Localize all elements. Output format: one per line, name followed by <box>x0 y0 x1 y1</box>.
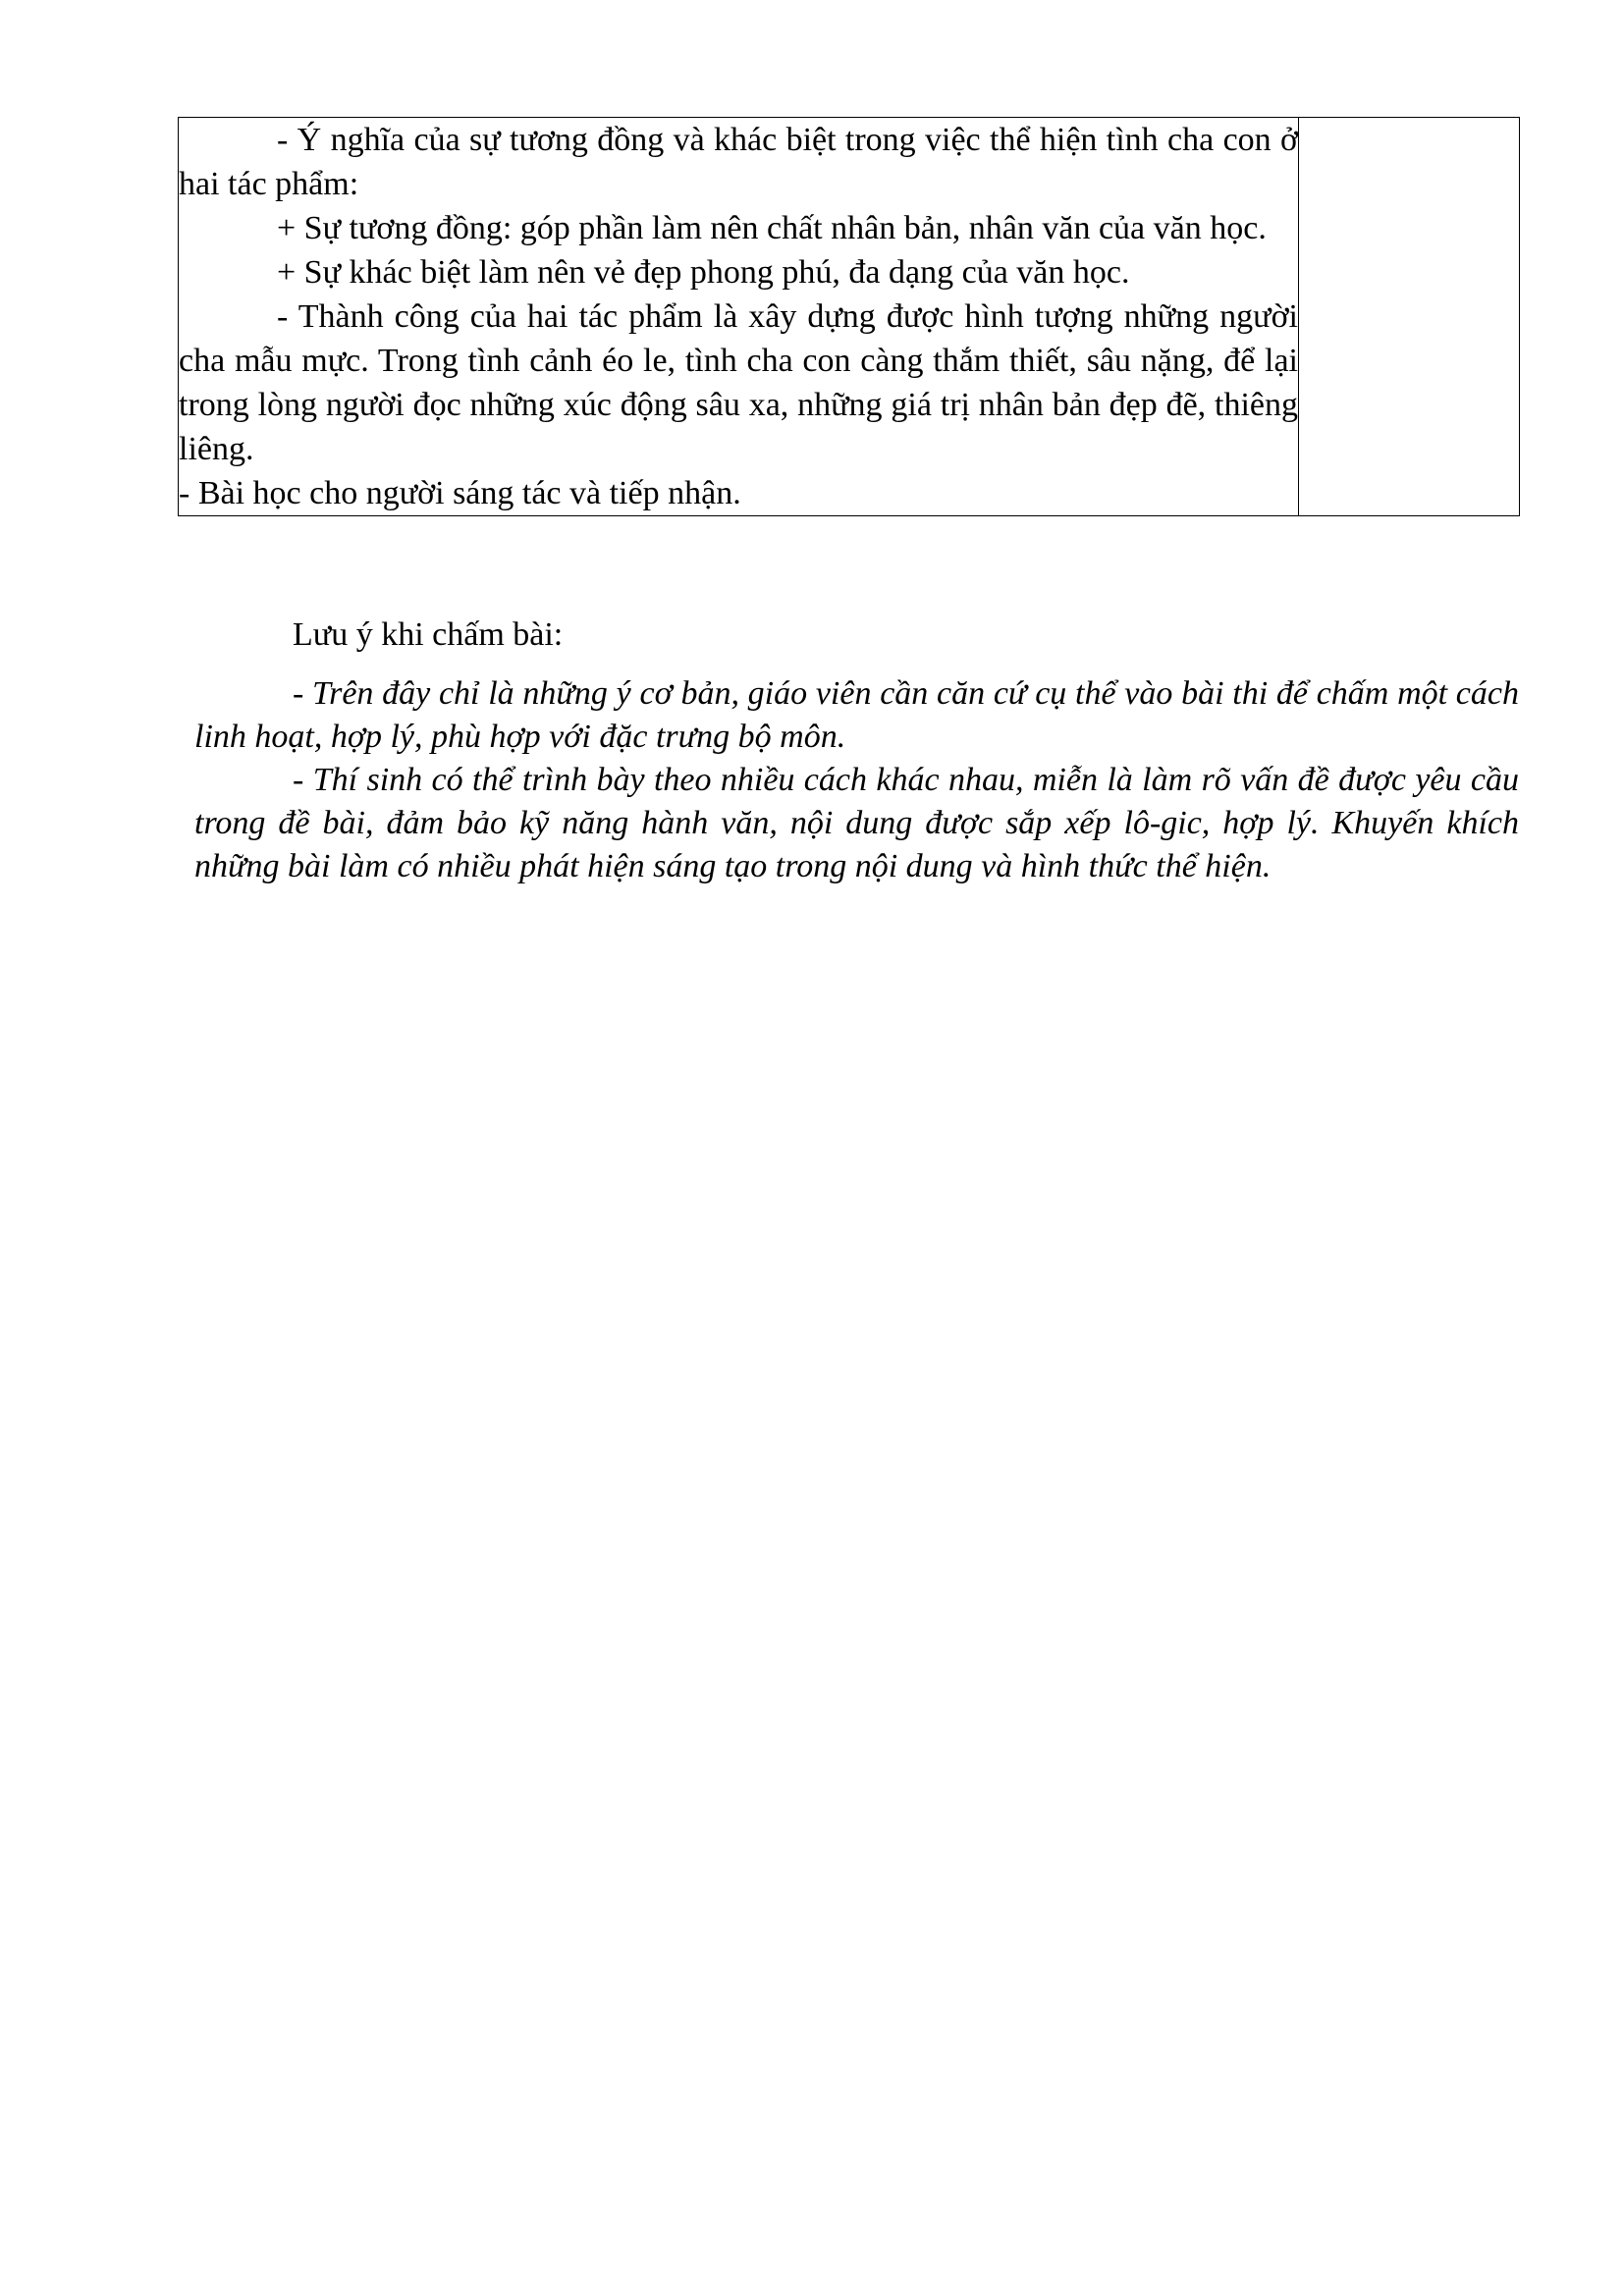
note-item-flexibility: - Thí sinh có thể trình bày theo nhiều cách khác nhau, miễn là làm rõ vấn đề được yêu cầu trong đề bài, đảm bảo kỹ năng hành văn, nội dung được sắp xếp lô-gic, hợp lý. Khuyến khích những bài làm có nhiều phát hiện sáng tạo trong nội dung và hình thức thể hiện. <box>194 762 1519 884</box>
rubric-paragraph-success: - Thành công của hai tác phẩm là xây dựng được hình tượng những người cha mẫu mực. Trong tình cảnh éo le, tình cha con càng thắm thiết, sâu nặng, để lại trong lòng người đọc những xúc động sâu xa, những giá trị nhân bản đẹp đẽ, thiêng liêng. <box>179 298 1298 467</box>
score-cell <box>1299 118 1520 516</box>
rubric-paragraph-similarity: + Sự tương đồng: góp phần làm nên chất nhân bản, nhân văn của văn học. <box>277 210 1267 246</box>
rubric-paragraph-meaning: - Ý nghĩa của sự tương đồng và khác biệt trong việc thể hiện tình cha con ở hai tác phẩm: <box>179 122 1298 202</box>
grading-rubric-table <box>178 117 1520 516</box>
notes-title: Lưu ý khi chấm bài: <box>293 616 564 653</box>
rubric-paragraph-lesson: - Bài học cho người sáng tác và tiếp nhận. <box>179 475 741 511</box>
rubric-paragraph-difference: + Sự khác biệt làm nên vẻ đẹp phong phú, đa dạng của văn học. <box>277 254 1130 291</box>
grading-notes <box>194 614 1519 888</box>
rubric-content-cell <box>179 118 1299 516</box>
note-item-basic-ideas: - Trên đây chỉ là những ý cơ bản, giáo viên cần căn cứ cụ thể vào bài thi để chấm một cách linh hoạt, hợp lý, phù hợp với đặc trưng bộ môn. <box>194 675 1519 755</box>
table-row <box>179 118 1520 516</box>
